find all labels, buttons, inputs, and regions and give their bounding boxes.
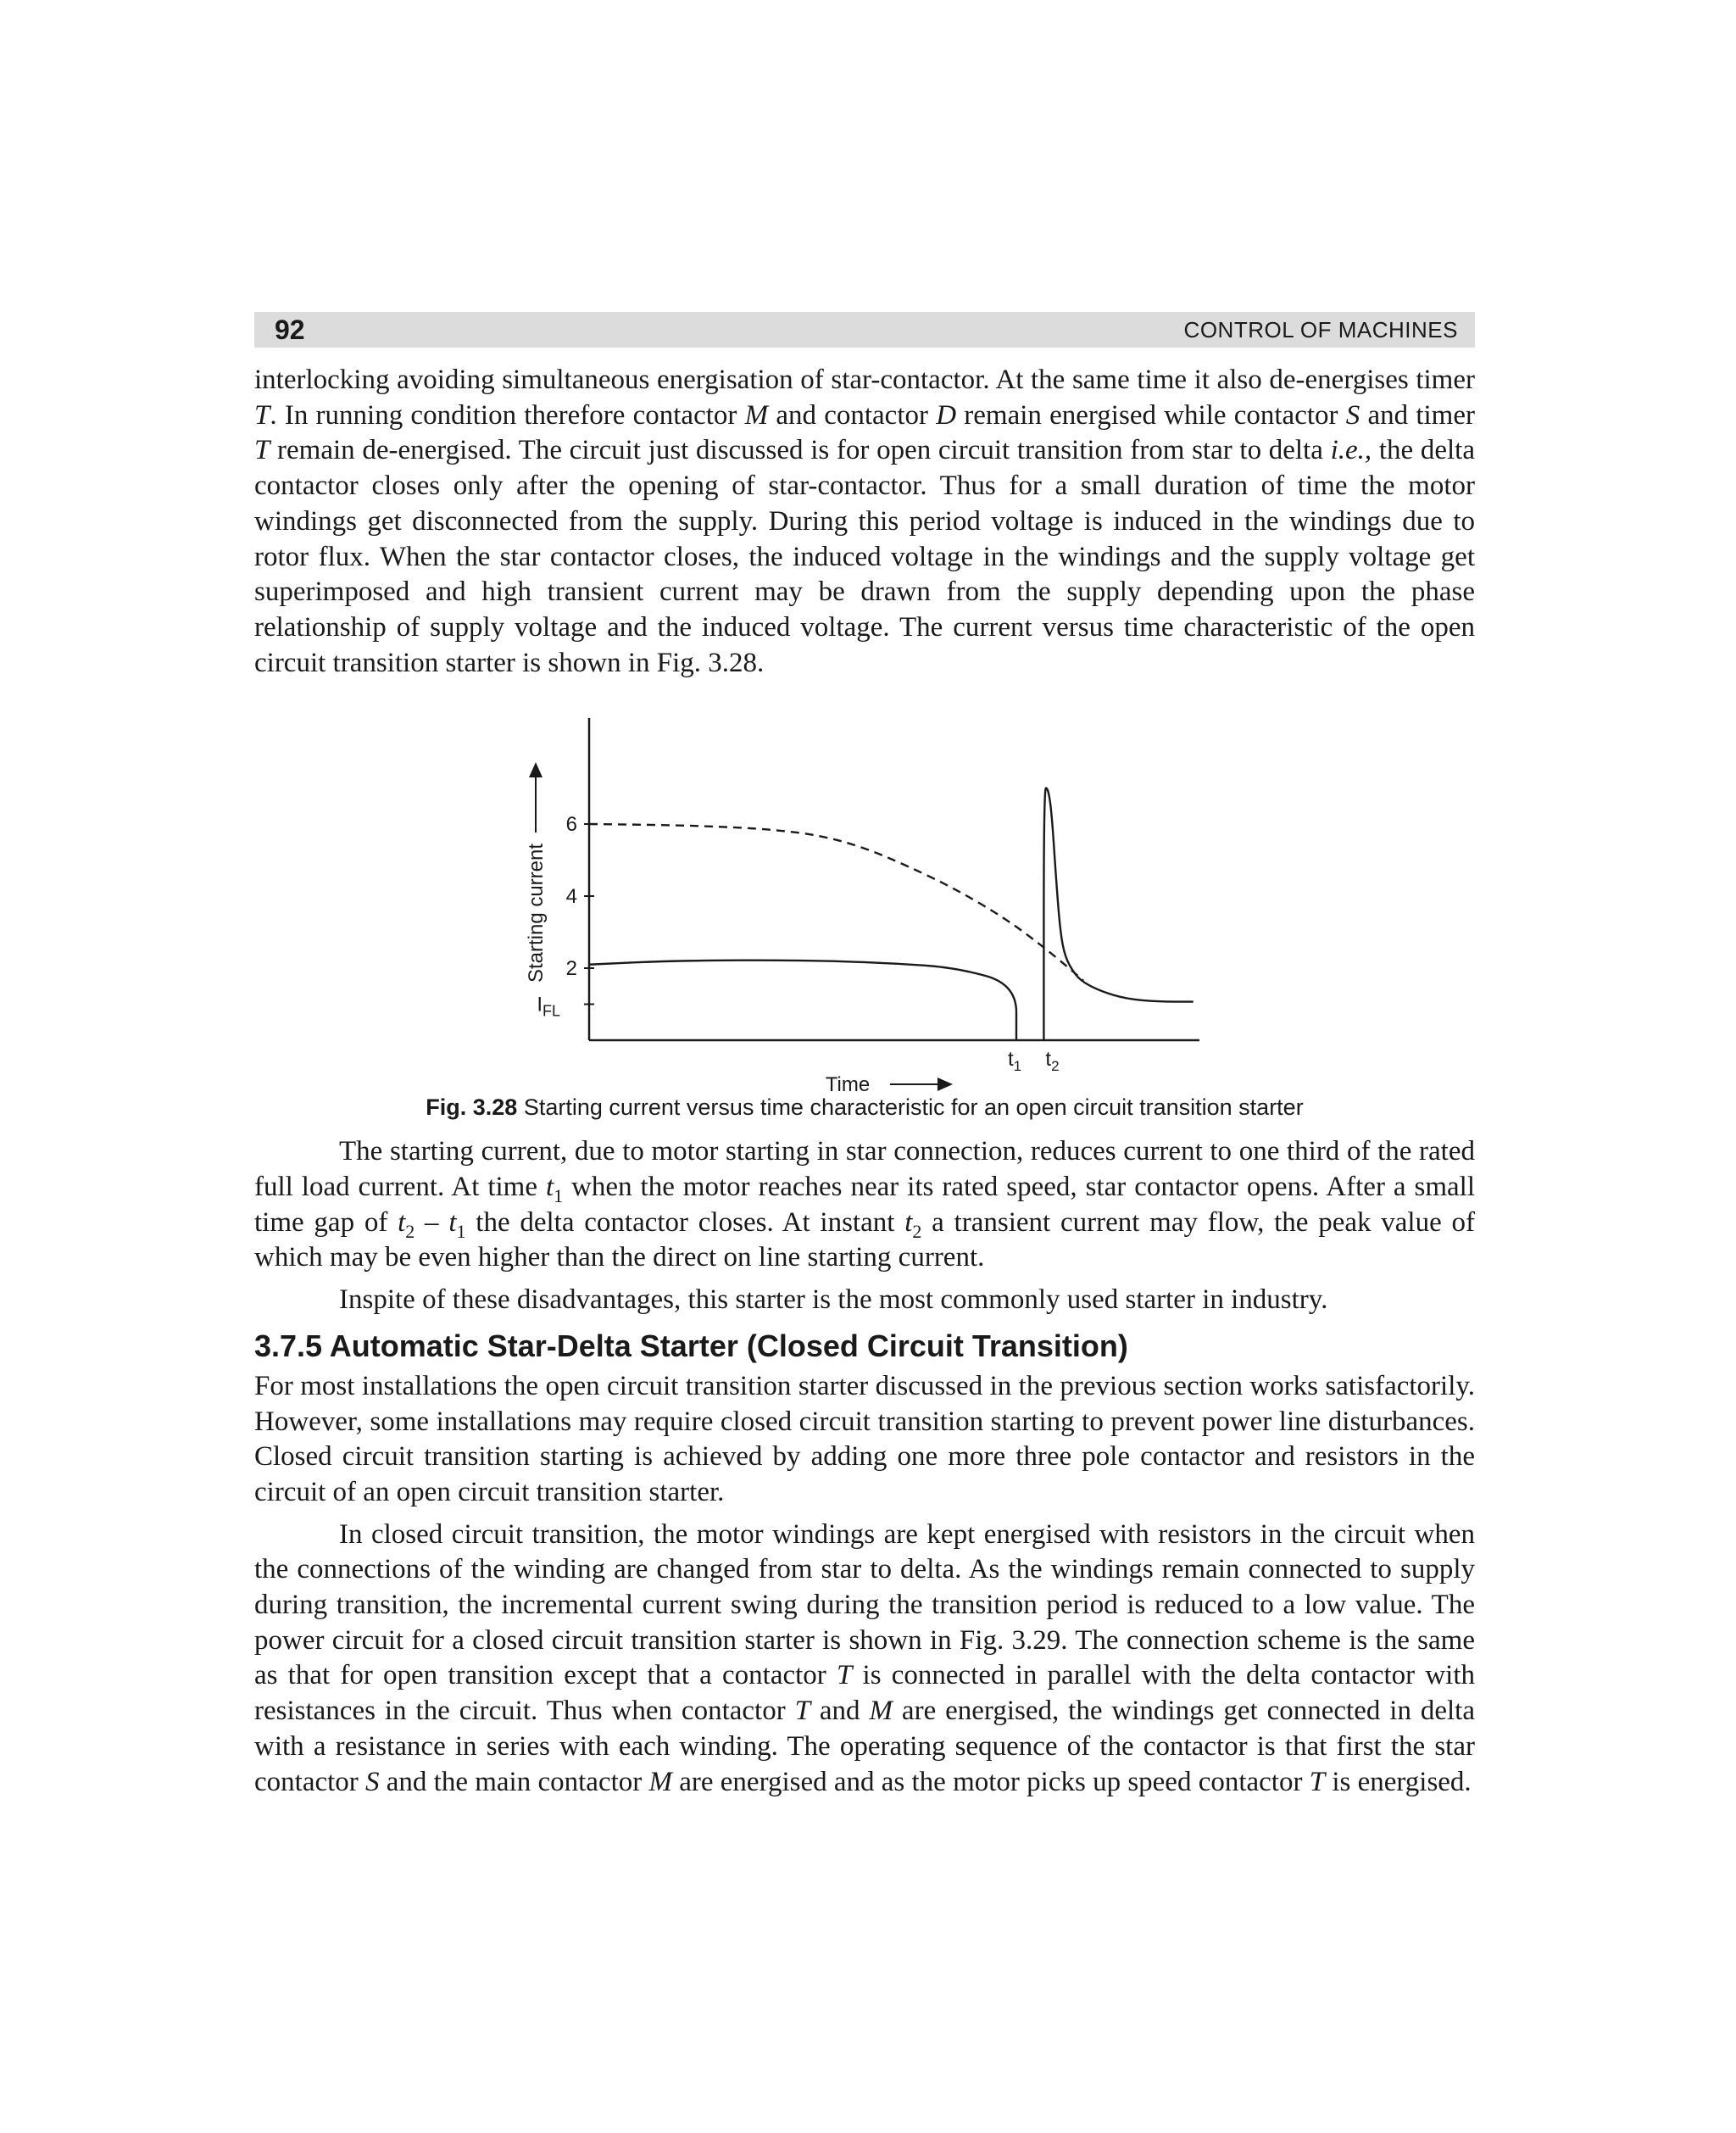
- chart-labels: [525, 762, 1060, 1096]
- series-line-3: [1043, 788, 1193, 1041]
- x-marker-t2: $t_2$: [1045, 1048, 1060, 1075]
- y-tick-label: $I_{FL}$: [537, 993, 560, 1020]
- series-line-1: [589, 824, 1083, 981]
- y-tick-label: 2: [565, 957, 577, 981]
- caption-label: Fig. 3.28: [426, 1094, 518, 1121]
- y-axis-label: Starting current: [525, 844, 548, 983]
- y-tick-label: 6: [565, 813, 577, 837]
- running-title: CONTROL OF MACHINES: [1183, 316, 1458, 343]
- current-time-chart: [254, 710, 1475, 1097]
- page-number: 92: [275, 314, 305, 345]
- chart-series: [589, 788, 1194, 1041]
- paragraph-3: Inspite of these disadvantages, this starter is the most commonly used starter in industry.: [339, 1284, 1328, 1316]
- paragraph-5: In closed circuit transition, the motor windings are kept energised with resistors in the circuit when the connections of the winding are changed from star to delta. As the windings remain connected to supply during transition, the incremental current swing during the transition period is reduced to a low value. The power circuit for a closed circuit transition starter is shown in Fig. 3.29. The connection scheme is the same as that for open transition except that a contactor T is connected in parallel with the delta contactor with resistances in the circuit. Thus when contactor T and M are energised, the windings get connected in delta with a resistance in series with each winding. The operating sequence of the contactor is that first the star contactor S and the main contactor M are energised and as the motor picks up speed contactor T is energised.: [254, 1518, 1476, 1797]
- paragraph-4: For most installations the open circuit transition starter discussed in the previous section works satisfactorily. However, some installations may require closed circuit transition starting to prevent power line disturbances. Closed circuit transition starting is achieved by adding one more three pole contactor and resistors in the circuit of an open circuit transition starter.: [254, 1370, 1475, 1507]
- caption-text: Starting current versus time characteristic for an open circuit transition starter: [517, 1094, 1304, 1121]
- x-axis-label: Time: [825, 1073, 871, 1097]
- running-header: [254, 312, 1475, 348]
- paragraph-2: The starting current, due to motor starting in star connection, reduces current to one third of the rated full load current. At time $t_1$ when the motor reaches near its rated speed, star contactor opens. After a small time gap of $t_2 - t_1$ the delta contactor closes. At instant $t_2$ a transient current may flow, the peak value of which may be even higher than the direct on line starting current.: [254, 1136, 1475, 1273]
- x-marker-t1: $t_1$: [1008, 1048, 1022, 1075]
- chart-axes: [584, 718, 1199, 1040]
- figure-3-28: [254, 710, 1475, 1097]
- y-axis-arrow-head: [529, 762, 542, 777]
- y-tick-label: 4: [565, 885, 577, 909]
- figure-caption: [254, 1094, 1475, 1121]
- series-line-2: [589, 961, 1016, 1040]
- x-axis-arrow-head: [938, 1078, 953, 1091]
- page: [254, 312, 1475, 1800]
- section-heading: 3.7.5 Automatic Star-Delta Starter (Closed Circuit Transition): [254, 1328, 1128, 1363]
- paragraph-1: interlocking avoiding simultaneous energisation of star-contactor. At the same time it also de-energises timer T. In running condition therefore contactor M and contactor D remain energised while contactor S and timer T remain de-energised. The circuit just discussed is for open circuit transition from star to delta i.e., the delta contactor closes only after the opening of star-contactor. Thus for a small duration of time the motor windings get disconnected from the supply. During this period voltage is induced in the windings due to rotor flux. When the star contactor closes, the induced voltage in the windings and the supply voltage get superimposed and high transient current may be drawn from the supply depending upon the phase relationship of supply voltage and the induced voltage. The current versus time characteristic of the open circuit transition starter is shown in Fig. 3.28.: [254, 365, 1475, 678]
